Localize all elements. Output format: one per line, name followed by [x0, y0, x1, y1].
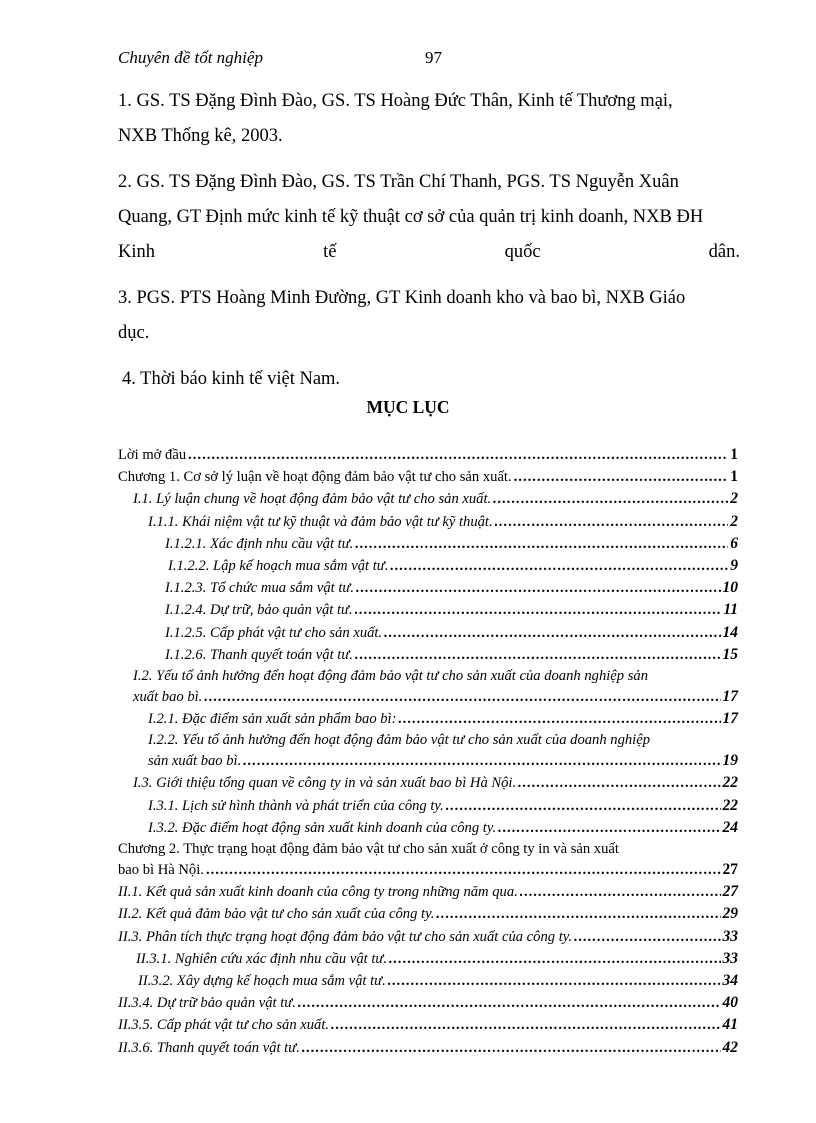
toc-entry[interactable] — [118, 599, 738, 621]
reference-line: Quang, GT Định mức kinh tế kỹ thuật cơ sở của quản trị kinh doanh, NXB ĐH — [118, 207, 704, 227]
toc-entry[interactable] — [118, 926, 738, 948]
toc-leader — [204, 686, 720, 708]
toc-leader — [398, 708, 720, 730]
toc-entry-text: Chương 1. Cơ sở lý luận về hoạt động đảm bảo vật tư cho sản xuất. — [118, 469, 512, 486]
toc-entry-page: 2 — [730, 490, 738, 508]
toc-entry-text: I.1.2.3. Tổ chức mua sắm vật tư. — [165, 580, 354, 597]
toc-leader — [446, 795, 721, 817]
reference-line: 3. PGS. PTS Hoàng Minh Đường, GT Kinh doanh kho và bao bì, NXB Giáo — [118, 288, 686, 308]
toc-entry-page: 33 — [722, 949, 738, 967]
toc-entry-text: II.2. Kết quả đảm bảo vật tư cho sản xuất của công ty. — [118, 906, 435, 923]
toc-entry[interactable] — [118, 817, 738, 839]
toc-entry-page: 40 — [722, 994, 738, 1012]
toc-entry-page: 34 — [722, 971, 738, 989]
toc-leader — [514, 466, 729, 488]
toc-leader — [493, 488, 728, 510]
reference-word: Kinh — [118, 242, 155, 262]
toc-leader — [302, 1037, 721, 1059]
toc-entry-page: 22 — [722, 796, 738, 814]
toc-entry-text: II.3.4. Dự trữ bảo quản vật tư. — [118, 995, 296, 1012]
toc-entry-text: I.1. Lý luận chung về hoạt động đảm bảo vật tư cho sản xuất. — [133, 491, 492, 508]
toc-entry-text-line1: Chương 2. Thực trạng hoạt động đảm bảo vật tư cho sản xuất ở công ty in và sản xuất — [118, 841, 619, 857]
toc-entry-text: I.1.2.4. Dự trữ, bảo quản vật tư. — [165, 602, 353, 619]
toc-entry[interactable] — [118, 1037, 738, 1059]
reference-line: 2. GS. TS Đặng Đình Đào, GS. TS Trần Chí Thanh, PGS. TS Nguyễn Xuân — [118, 172, 679, 192]
toc-leader — [188, 444, 728, 466]
toc-entry-text: Lời mở đầu — [118, 447, 187, 463]
toc-entry-text: I.3. Giới thiệu tổng quan về công ty in và sản xuất bao bì Hà Nội. — [133, 775, 517, 792]
header-title: Chuyên đề tốt nghiệp — [118, 48, 263, 67]
toc-entry[interactable] — [118, 511, 738, 533]
toc-leader — [355, 644, 721, 666]
toc-entry — [118, 859, 738, 881]
reference-line-justified — [118, 235, 740, 270]
reference-line: 1. GS. TS Đặng Đình Đào, GS. TS Hoàng Đức Thân, Kinh tế Thương mại, — [118, 91, 673, 111]
toc-leader — [518, 772, 720, 794]
page-number: 97 — [425, 48, 442, 67]
toc-entry-text: II.3. Phân tích thực trạng hoạt động đảm bảo vật tư cho sản xuất của công ty. — [118, 928, 573, 945]
table-of-contents — [118, 444, 738, 1059]
toc-entry-text: II.1. Kết quả sản xuất kinh doanh của công ty trong những năm qua. — [118, 884, 518, 901]
toc-entry-text: I.1.2.1. Xác định nhu cầu vật tư. — [165, 535, 354, 552]
toc-entry-page: 15 — [722, 645, 738, 663]
toc-entry-page: 17 — [722, 687, 738, 705]
toc-entry-text: II.3.6. Thanh quyết toán vật tư. — [118, 1039, 300, 1056]
toc-leader — [390, 555, 728, 577]
toc-entry[interactable] — [118, 992, 738, 1014]
reference-line: NXB Thống kê, 2003. — [118, 126, 283, 146]
toc-leader — [384, 622, 720, 644]
toc-entry[interactable] — [118, 488, 738, 510]
toc-leader — [243, 750, 720, 772]
toc-leader — [520, 881, 721, 903]
toc-entry-page: 33 — [722, 927, 738, 945]
toc-entry-page: 24 — [722, 818, 738, 836]
toc-entry-text: I.1.2.2. Lập kế hoạch mua sắm vật tư. — [168, 557, 389, 574]
toc-entry-text: sản xuất bao bì. — [148, 753, 242, 770]
toc-entry[interactable] — [118, 1014, 738, 1036]
toc-entry[interactable] — [118, 466, 738, 488]
toc-entry-text: II.3.5. Cấp phát vật tư cho sản xuất. — [118, 1017, 330, 1034]
toc-entry — [133, 686, 738, 708]
toc-entry-page: 27 — [722, 861, 738, 878]
reference-word: dân. — [708, 242, 740, 262]
toc-entry-text: I.1.1. Khái niệm vật tư kỹ thuật và đảm bảo vật tư kỹ thuật. — [148, 513, 493, 530]
toc-entry-text: II.3.2. Xây dựng kế hoạch mua sắm vật tư. — [138, 972, 386, 989]
toc-entry-page: 2 — [730, 512, 738, 530]
reference-line: 4. Thời báo kinh tế việt Nam. — [122, 369, 341, 389]
toc-entry — [148, 750, 738, 772]
toc-leader — [206, 859, 721, 881]
toc-entry-text: II.3.1. Nghiên cứu xác định nhu cầu vật tư. — [136, 950, 387, 967]
toc-entry-text: I.3.2. Đặc điểm hoạt động sản xuất kinh doanh của công ty. — [148, 819, 497, 836]
toc-entry[interactable] — [118, 577, 738, 599]
reference-word: tế — [323, 242, 337, 262]
toc-entry-page: 9 — [730, 556, 738, 574]
toc-leader — [356, 577, 721, 599]
reference-item — [118, 165, 740, 270]
toc-leader — [331, 1014, 720, 1036]
toc-heading: MỤC LỤC — [366, 397, 450, 417]
reference-item — [118, 84, 740, 154]
toc-entry-page: 11 — [723, 601, 738, 619]
toc-entry-text: I.2.1. Đặc điểm sản xuất sản phẩm bao bì: — [148, 711, 397, 728]
toc-entry[interactable] — [118, 772, 738, 794]
toc-entry-page: 27 — [722, 883, 738, 901]
toc-entry-page: 29 — [722, 905, 738, 923]
toc-leader — [495, 511, 729, 533]
toc-entry[interactable] — [118, 555, 738, 577]
toc-leader — [298, 992, 721, 1014]
toc-entry[interactable] — [118, 644, 738, 666]
toc-entry[interactable] — [118, 533, 738, 555]
toc-entry[interactable] — [118, 708, 738, 730]
toc-entry-text: I.1.2.6. Thanh quyết toán vật tư. — [165, 646, 353, 663]
reference-line: dục. — [118, 323, 150, 343]
toc-leader — [574, 926, 720, 948]
toc-entry-page: 6 — [730, 534, 738, 552]
toc-entry-page: 14 — [722, 623, 738, 641]
toc-entry-text: I.1.2.5. Cấp phát vật tư cho sản xuất. — [165, 624, 383, 641]
toc-entry-page: 41 — [722, 1016, 738, 1034]
toc-leader — [388, 970, 721, 992]
toc-entry[interactable] — [118, 903, 738, 925]
toc-entry-page: 19 — [722, 752, 738, 770]
toc-entry-text: bao bì Hà Nội. — [118, 862, 204, 878]
toc-entry[interactable] — [118, 970, 738, 992]
reference-item — [118, 281, 740, 351]
toc-entry-page: 22 — [722, 774, 738, 792]
toc-entry[interactable] — [118, 881, 738, 903]
toc-entry-page: 1 — [730, 468, 738, 486]
toc-entry-page: 17 — [722, 710, 738, 728]
toc-entry-text: xuất bao bì. — [133, 688, 203, 705]
toc-entry[interactable] — [118, 948, 738, 970]
toc-entry-text-line1: I.2. Yếu tố ảnh hưởng đến hoạt động đảm bảo vật tư cho sản xuất của doanh nghiệp sản — [133, 667, 648, 684]
toc-leader — [355, 599, 722, 621]
toc-entry[interactable] — [118, 622, 738, 644]
toc-entry-wrapped[interactable] — [118, 839, 738, 881]
toc-entry[interactable] — [118, 795, 738, 817]
reference-word: quốc — [504, 242, 541, 262]
toc-entry-page: 1 — [730, 446, 738, 463]
toc-entry-page: 10 — [722, 579, 738, 597]
toc-leader — [389, 948, 721, 970]
toc-entry-text: I.3.1. Lịch sử hình thành và phát triển của công ty. — [148, 797, 444, 814]
toc-leader — [498, 817, 720, 839]
toc-entry-page: 42 — [722, 1038, 738, 1056]
toc-entry-wrapped[interactable] — [118, 730, 738, 772]
toc-entry-wrapped[interactable] — [118, 666, 738, 708]
references-list — [118, 84, 740, 408]
toc-leader — [355, 533, 728, 555]
toc-leader — [436, 903, 720, 925]
toc-entry[interactable] — [118, 444, 738, 466]
reference-item — [118, 362, 740, 397]
toc-entry-text-line1: I.2.2. Yếu tố ảnh hưởng đến hoạt động đảm bảo vật tư cho sản xuất của doanh nghiệp — [148, 732, 651, 749]
